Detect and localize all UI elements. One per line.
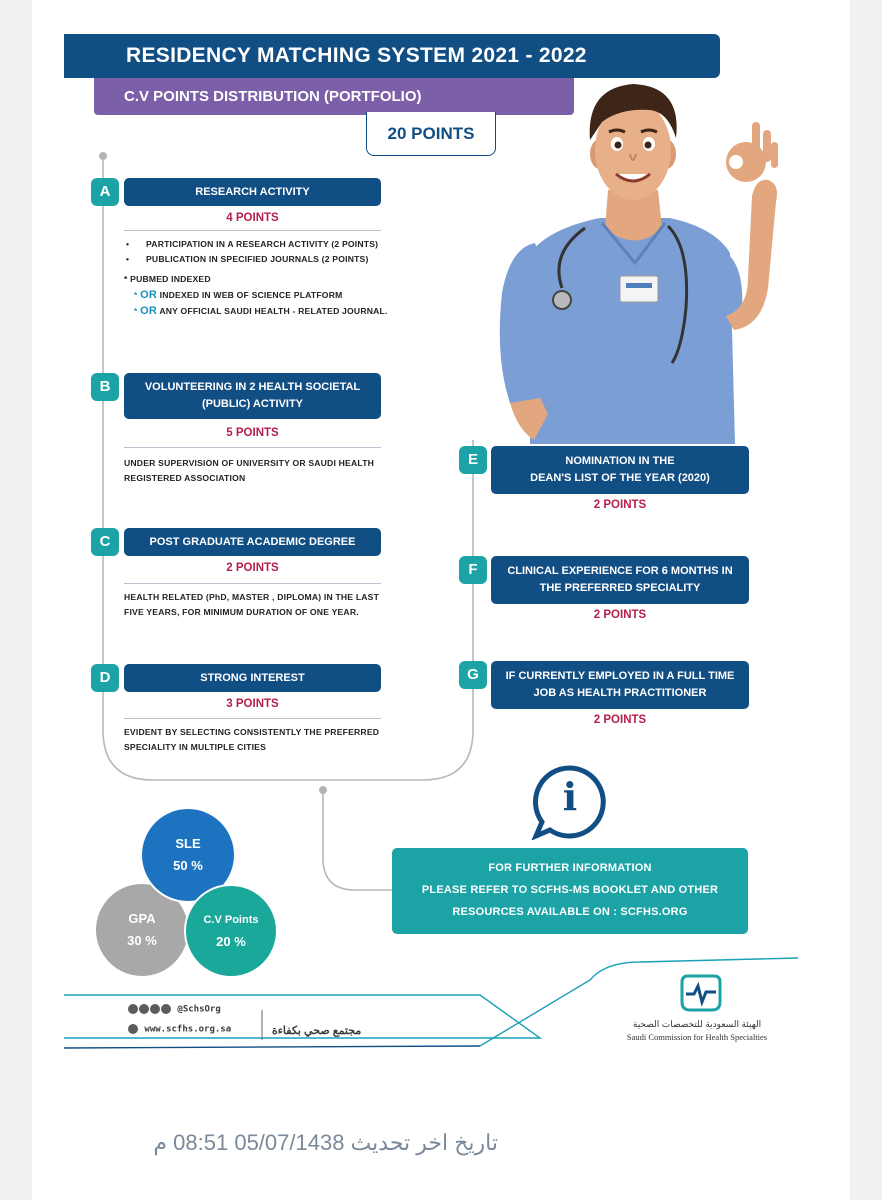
section-e-points: 2 POINTS bbox=[593, 499, 647, 511]
section-a-title: RESEARCH ACTIVITY bbox=[124, 178, 381, 206]
gpa-label: GPA bbox=[128, 911, 156, 926]
section-a-letter: A bbox=[91, 178, 119, 206]
cv-label: C.V Points bbox=[203, 914, 259, 926]
section-f-points: 2 POINTS bbox=[593, 609, 647, 621]
last-update-text: تاريخ اخر تحديث 05/07/1438 08:51 م bbox=[153, 1130, 498, 1155]
section-g-points: 2 POINTS bbox=[593, 714, 647, 726]
total-points-box: 20 POINTS bbox=[366, 112, 496, 156]
section-a-bullet: • PARTICIPATION IN A RESEARCH ACTIVITY (2 POINTS) bbox=[124, 237, 424, 252]
section-b-desc-line: REGISTERED ASSOCIATION bbox=[124, 473, 246, 483]
section-b-title-line: (PUBLIC) ACTIVITY bbox=[201, 398, 304, 410]
section-c-letter: C bbox=[91, 528, 119, 556]
section-c-points: 2 POINTS bbox=[226, 562, 279, 574]
section-b-letter: B bbox=[91, 373, 119, 401]
section-f-title-line: THE PREFERRED SPECIALITY bbox=[539, 582, 701, 594]
main-title: RESIDENCY MATCHING SYSTEM 2021 - 2022 bbox=[126, 44, 587, 67]
subtitle: C.V POINTS DISTRIBUTION (PORTFOLIO) bbox=[124, 88, 422, 105]
section-b-desc-line: UNDER SUPERVISION OF UNIVERSITY OR SAUDI HEALTH bbox=[124, 458, 375, 468]
section-a-or-item: * OR INDEXED IN WEB OF SCIENCE PLATFORM bbox=[134, 289, 343, 301]
section-a-points: 4 POINTS bbox=[226, 212, 279, 224]
section-d-desc-line: EVIDENT BY SELECTING CONSISTENTLY THE PREFERRED bbox=[124, 727, 380, 737]
info-line: FOR FURTHER INFORMATION bbox=[488, 862, 652, 874]
section-a-bullet: • PUBLICATION IN SPECIFIED JOURNALS (2 POINTS) bbox=[124, 252, 424, 267]
section-b-title-line: VOLUNTEERING IN 2 HEALTH SOCIETAL bbox=[144, 381, 361, 393]
info-line: PLEASE REFER TO SCFHS-MS BOOKLET AND OTHER bbox=[421, 884, 719, 896]
org-english: Saudi Commission for Health Specialties bbox=[626, 1032, 768, 1042]
website-row bbox=[128, 1024, 231, 1035]
cv-value: 20 % bbox=[216, 934, 246, 949]
section-d-desc-line: SPECIALITY IN MULTIPLE CITIES bbox=[124, 742, 267, 752]
section-g-letter: G bbox=[459, 661, 487, 689]
section-g-title-line: JOB AS HEALTH PRACTITIONER bbox=[533, 687, 707, 699]
or-item-text: INDEXED IN WEB OF SCIENCE PLATFORM bbox=[159, 290, 343, 300]
section-e-letter: E bbox=[459, 446, 487, 474]
twitter-icon[interactable] bbox=[128, 1004, 138, 1014]
sle-label: SLE bbox=[175, 836, 201, 851]
section-d-letter: D bbox=[91, 664, 119, 692]
section-d-title: STRONG INTEREST bbox=[124, 664, 381, 692]
org-arabic: الهيئة السعودية للتخصصات الصحية bbox=[632, 1019, 762, 1029]
social-handle[interactable]: @SchsOrg bbox=[177, 1004, 221, 1015]
youtube-icon[interactable] bbox=[139, 1004, 149, 1014]
section-c-desc-line: HEALTH RELATED (PhD, MASTER , DIPLOMA) IN THE LAST bbox=[124, 592, 380, 602]
globe-icon bbox=[128, 1024, 138, 1034]
or-label: OR bbox=[140, 305, 158, 317]
sle-value: 50 % bbox=[173, 858, 203, 873]
info-line: RESOURCES AVAILABLE ON : SCFHS.ORG bbox=[452, 906, 688, 918]
section-b-points: 5 POINTS bbox=[226, 427, 279, 439]
or-item-text: ANY OFFICIAL SAUDI HEALTH - RELATED JOURNAL. bbox=[159, 306, 388, 316]
section-a-or-item: * OR ANY OFFICIAL SAUDI HEALTH - RELATED JOURNAL. bbox=[134, 305, 388, 317]
info-icon-glyph: i bbox=[562, 774, 578, 819]
section-f-letter: F bbox=[459, 556, 487, 584]
section-c-desc-line: FIVE YEARS, FOR MINIMUM DURATION OF ONE YEAR. bbox=[124, 607, 359, 617]
snapchat-icon[interactable] bbox=[150, 1004, 160, 1014]
scfhs-logo-icon bbox=[676, 974, 726, 1016]
instagram-icon[interactable] bbox=[161, 1004, 171, 1014]
or-label: OR bbox=[140, 289, 158, 301]
section-g-title-line: IF CURRENTLY EMPLOYED IN A FULL TIME bbox=[505, 670, 735, 682]
section-f-title-line: CLINICAL EXPERIENCE FOR 6 MONTHS IN bbox=[507, 565, 733, 577]
section-d-points: 3 POINTS bbox=[226, 698, 279, 710]
section-e-title-line: NOMINATION IN THE bbox=[565, 455, 675, 467]
section-c-title: POST GRADUATE ACADEMIC DEGREE bbox=[124, 528, 381, 556]
website-link[interactable]: www.scfhs.org.sa bbox=[144, 1024, 232, 1035]
section-e-title-line: DEAN'S LIST OF THE YEAR (2020) bbox=[530, 472, 710, 484]
gpa-value: 30 % bbox=[127, 933, 157, 948]
section-a-note: * PUBMED INDEXED bbox=[124, 274, 211, 284]
social-handle-row bbox=[128, 1004, 221, 1015]
slogan: مجتمع صحي بكفاءة bbox=[272, 1025, 362, 1037]
